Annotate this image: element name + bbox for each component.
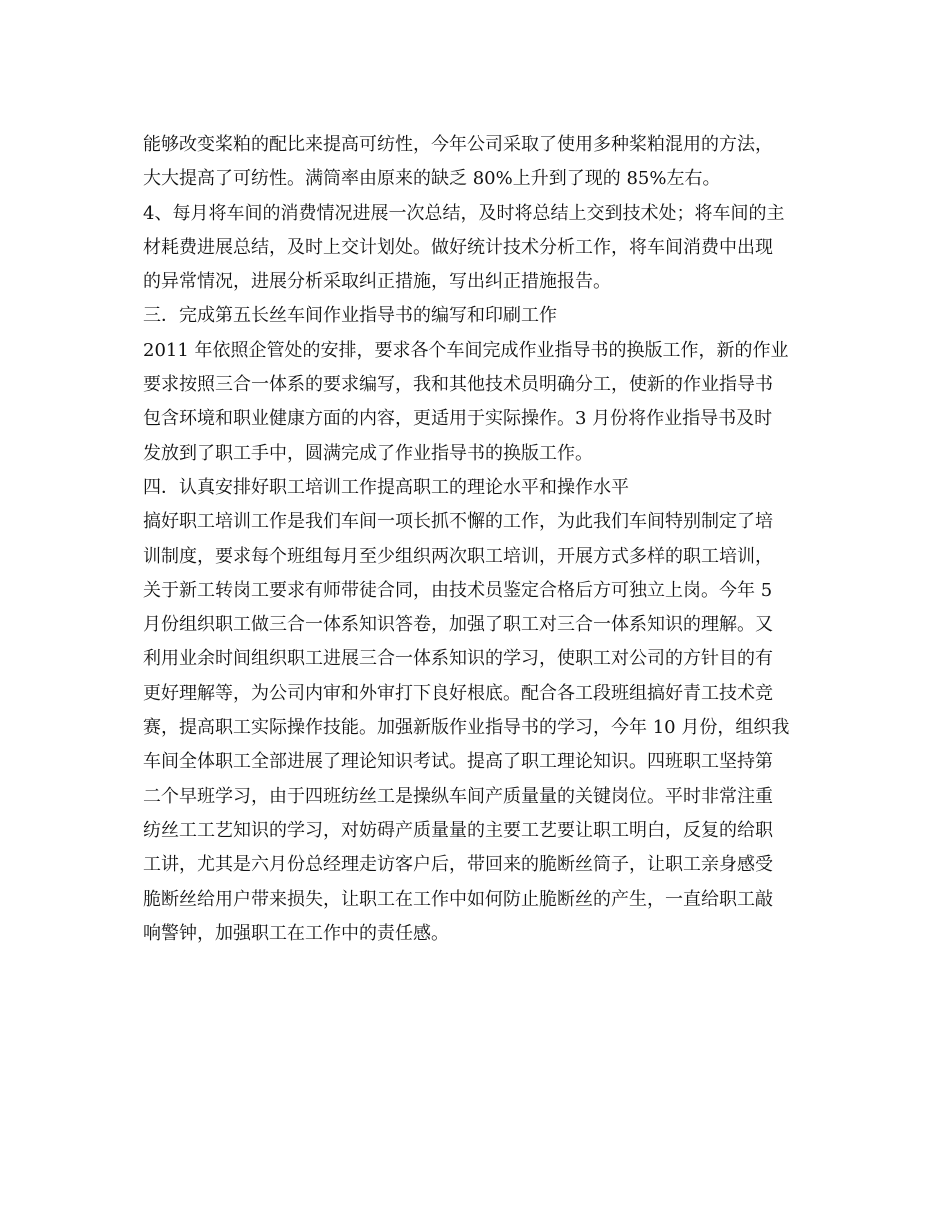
text-line: 大大提高了可纺性。满筒率由原来的缺乏 80%上升到了现的 85%左右。 [143,168,721,190]
text-line: 工讲，尤其是六月份总经理走访客户后，带回来的脆断丝筒子，让职工亲身感受 [143,854,773,876]
text-line: 训制度，要求每个班组每月至少组织两次职工培训，开展方式多样的职工培训， [143,545,773,567]
text-line: 发放到了职工手中，圆满完成了作业指导书的换版工作。 [143,442,593,464]
text-line: 包含环境和职业健康方面的内容，更适用于实际操作。3 月份将作业指导书及时 [143,408,773,430]
text-line: 搞好职工培训工作是我们车间一项长抓不懈的工作，为此我们车间特别制定了培 [143,511,773,533]
text-line: 能够改变桨粕的配比来提高可纺性，今年公司采取了使用多种桨粕混用的方法， [143,134,773,155]
text-line: 车间全体职工全部进展了理论知识考试。提高了职工理论知识。四班职工坚持第 [143,751,773,773]
body-text [143,128,813,951]
text-line: 利用业余时间组织职工进展三合一体系知识的学习，使职工对公司的方针目的有 [143,648,773,670]
text-line: 的异常情况，进展分析采取纠正措施，写出纠正措施报告。 [143,271,611,293]
text-line: 月份组织职工做三合一体系知识答卷，加强了职工对三合一体系知识的理解。又 [143,614,773,636]
section-heading: 四．认真安排好职工培训工作提高职工的理论水平和操作水平 [143,476,629,498]
text-line: 更好理解等，为公司内审和外审打下良好根底。配合各工段班组搞好青工技术竞 [143,682,773,704]
text-line: 4、每月将车间的消费情况进展一次总结，及时将总结上交到技术处；将车间的主 [143,202,785,224]
text-line: 关于新工转岗工要求有师带徒合同，由技术员鉴定合格后方可独立上岗。今年 5 [143,579,773,601]
text-line: 响警钟，加强职工在工作中的责任感。 [143,922,449,944]
text-line: 脆断丝给用户带来损失，让职工在工作中如何防止脆断丝的产生，一直给职工敲 [143,888,773,910]
text-line: 2011 年依照企管处的安排，要求各个车间完成作业指导书的换版工作，新的作业 [143,339,789,361]
text-line: 纺丝工工艺知识的学习，对妨碍产质量量的主要工艺要让职工明白，反复的给职 [143,819,773,841]
section-heading: 三．完成第五长丝车间作业指导书的编写和印刷工作 [143,305,557,327]
text-line: 赛，提高职工实际操作技能。加强新版作业指导书的学习，今年 10 月份，组织我 [143,717,790,739]
text-line: 二个早班学习，由于四班纺丝工是操纵车间产质量量的关键岗位。平时非常注重 [143,785,773,807]
text-line: 要求按照三合一体系的要求编写，我和其他技术员明确分工，使新的作业指导书 [143,374,773,396]
text-line: 材耗费进展总结，及时上交计划处。做好统计技术分析工作，将车间消费中出现 [143,236,773,258]
